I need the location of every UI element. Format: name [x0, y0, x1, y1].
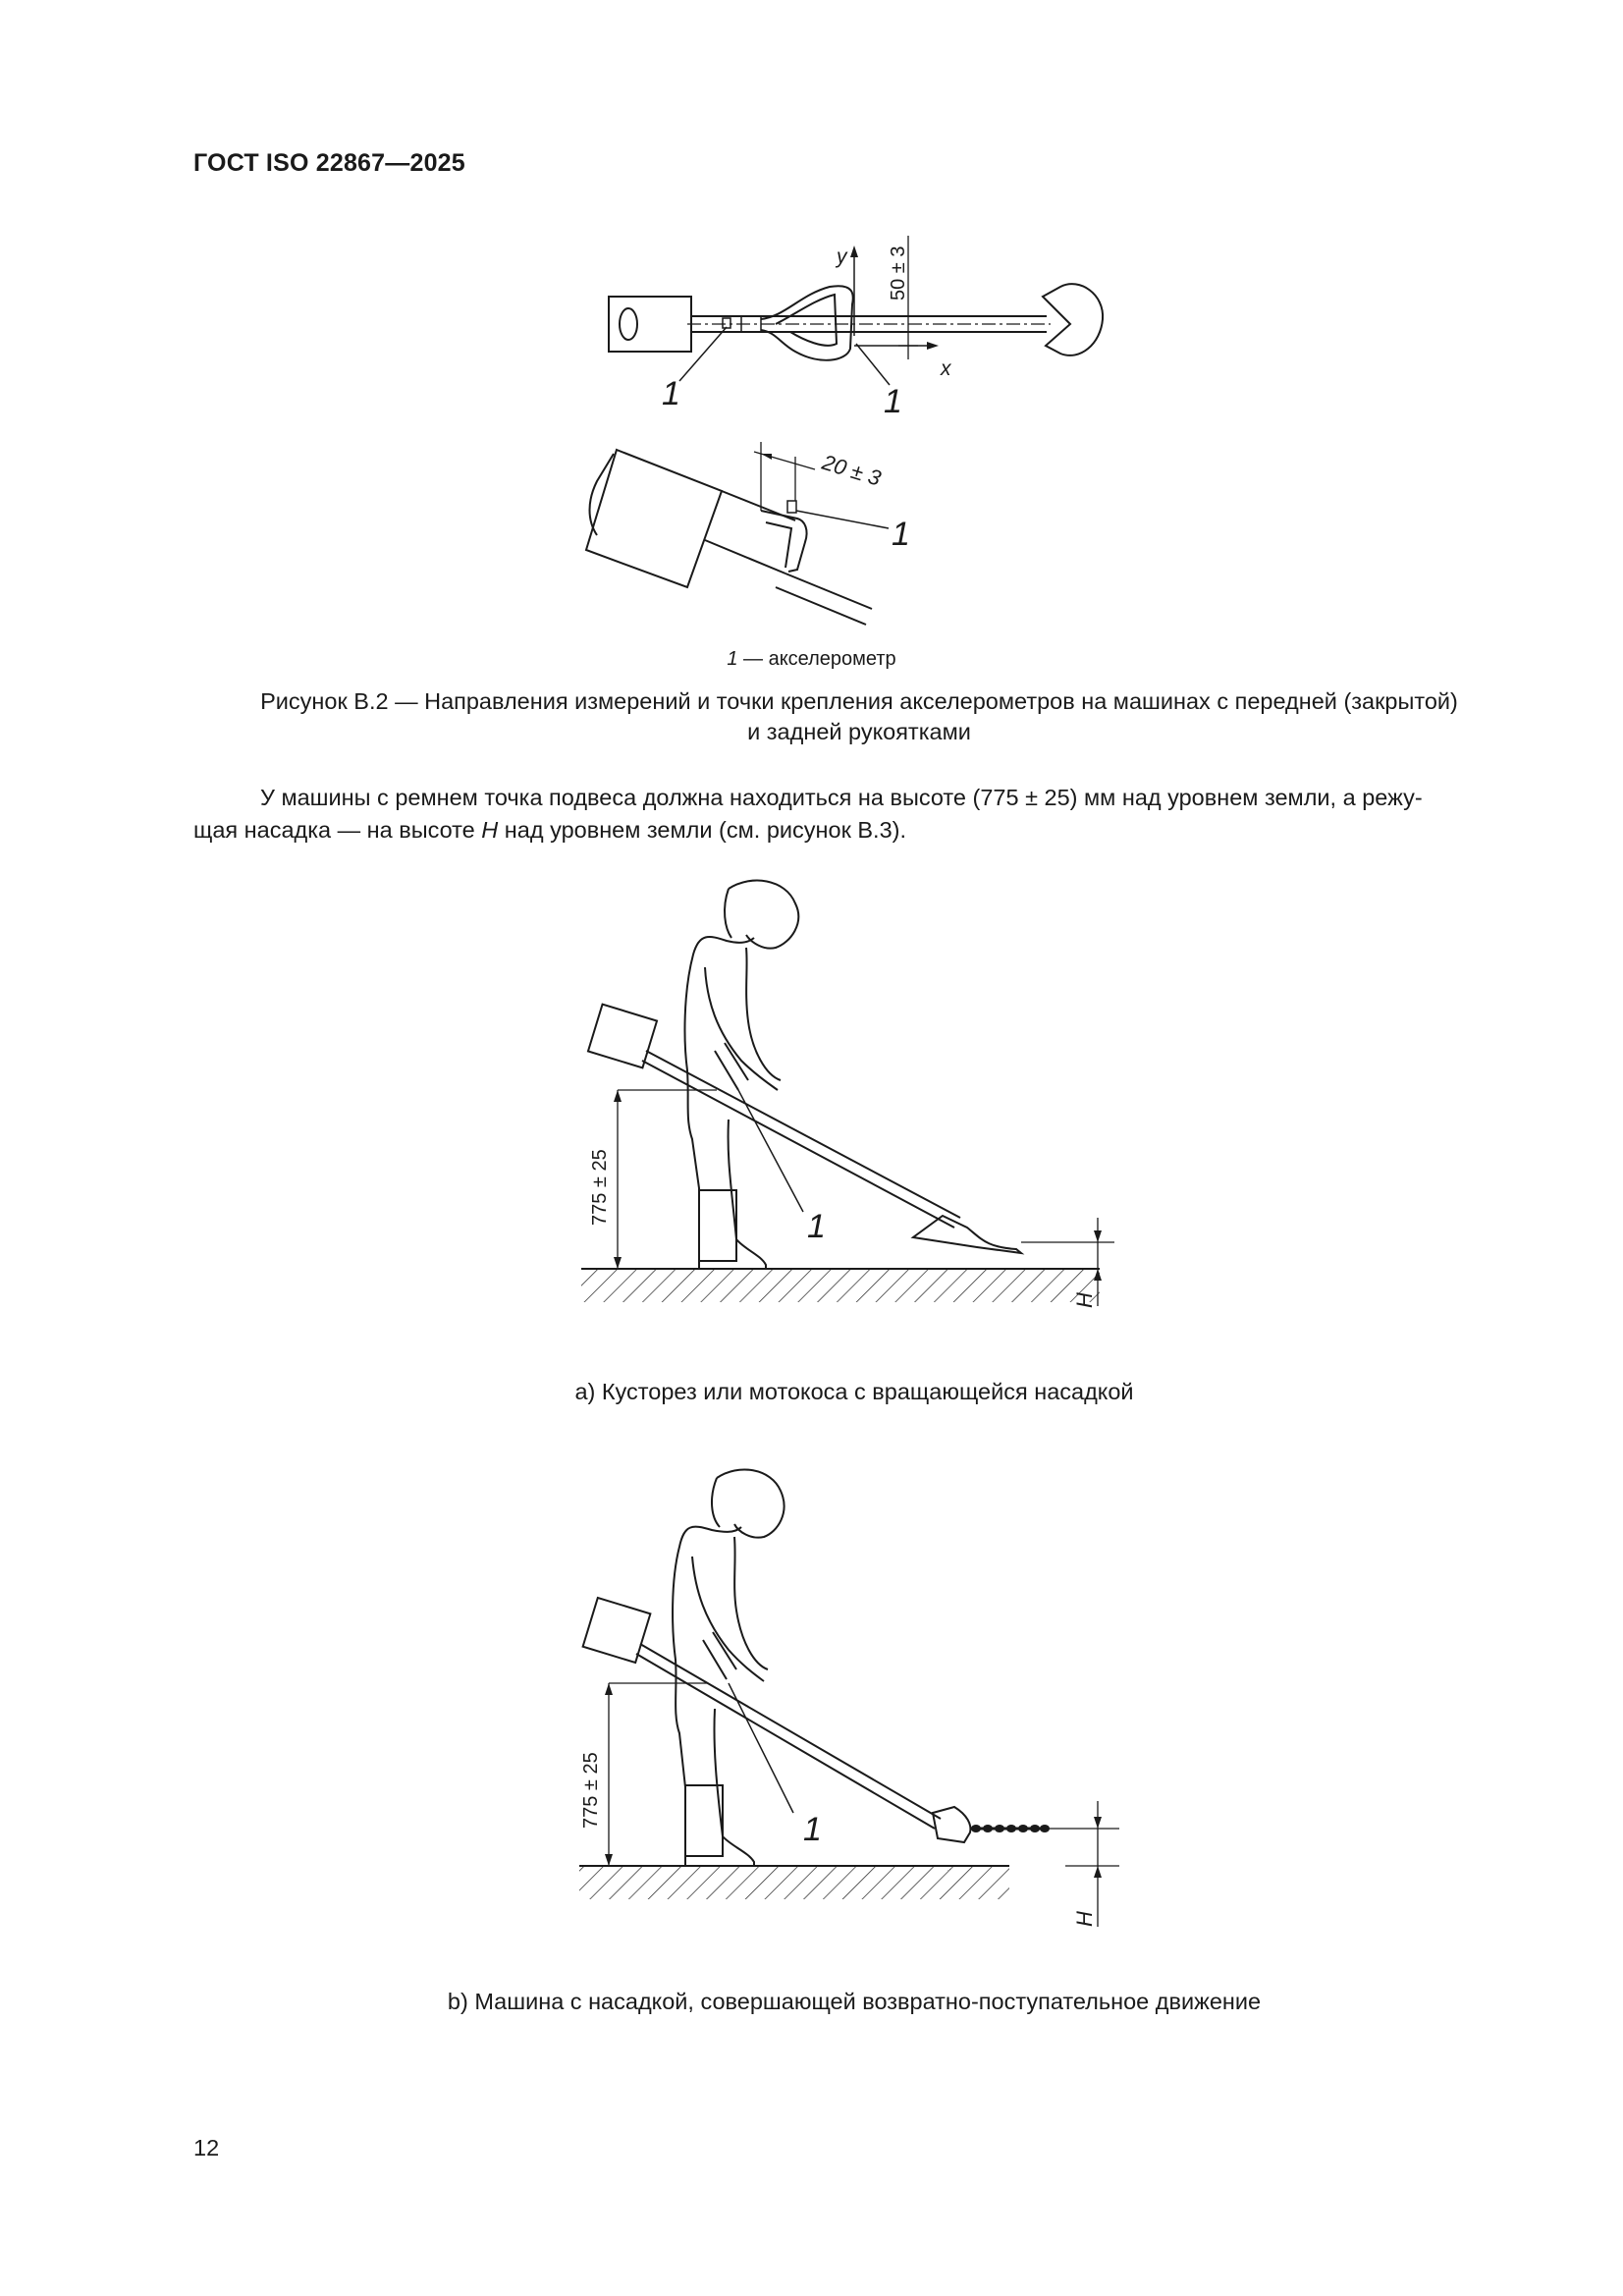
callout-1-a: 1 — [807, 1208, 826, 1245]
engine-box — [588, 1005, 657, 1068]
callout-1-right: 1 — [884, 383, 902, 420]
paragraph-part-2: щая насадка — на высоте — [193, 817, 482, 843]
figure-b-drawing — [579, 1469, 1119, 1927]
dimension-775-b: 775 ± 25 — [580, 1752, 602, 1829]
figure-legend — [0, 648, 1623, 671]
document-header: ГОСТ ISO 22867—2025 — [193, 149, 465, 177]
figure-b2-top-view — [609, 236, 1103, 385]
body-paragraph — [193, 782, 1470, 847]
figure-a-caption: a) Кусторез или мотокоса с вращающейся насадкой — [574, 1379, 1134, 1404]
axis-y-label: y — [837, 246, 847, 268]
caption-line-1: Рисунок B.2 — Направления измерений и точки крепления акселерометров на машинах с передней (закрытой) — [260, 688, 1458, 714]
paragraph-line-1: У машины с ремнем точка подвеса должна находиться на высоте (775 ± 25) мм над уровнем земли, а режу- — [260, 785, 1423, 810]
callout-1-side: 1 — [892, 516, 910, 553]
paragraph-var-h: H — [481, 817, 499, 843]
paragraph-part-3: над уровнем земли (см. рисунок B.3). — [498, 817, 907, 843]
dimension-775-a: 775 ± 25 — [589, 1149, 611, 1226]
engine-box — [609, 297, 691, 352]
dimension-20: 20 ± 3 — [819, 449, 885, 491]
helmet — [729, 881, 798, 949]
legend-text: — акселерометр — [737, 648, 896, 670]
helmet — [717, 1469, 784, 1537]
dimension-h-b: H — [1072, 1911, 1097, 1927]
dimension-h-a: H — [1072, 1292, 1097, 1308]
callout-1-b: 1 — [803, 1811, 822, 1848]
figure-b-caption: b) Машина с насадкой, совершающей возвратно-поступательное движение — [447, 1989, 1262, 2014]
figure-b2-caption — [147, 686, 1571, 747]
page-number: 12 — [193, 2135, 220, 2160]
caption-line-2: и задней рукоятками — [747, 719, 971, 744]
figure-a-drawing — [581, 881, 1114, 1306]
callout-1-left: 1 — [662, 375, 680, 412]
dimension-50: 50 ± 3 — [888, 246, 909, 301]
axis-x-label: x — [941, 357, 951, 380]
engine-box — [583, 1598, 651, 1663]
legend-number: 1 — [727, 648, 738, 670]
